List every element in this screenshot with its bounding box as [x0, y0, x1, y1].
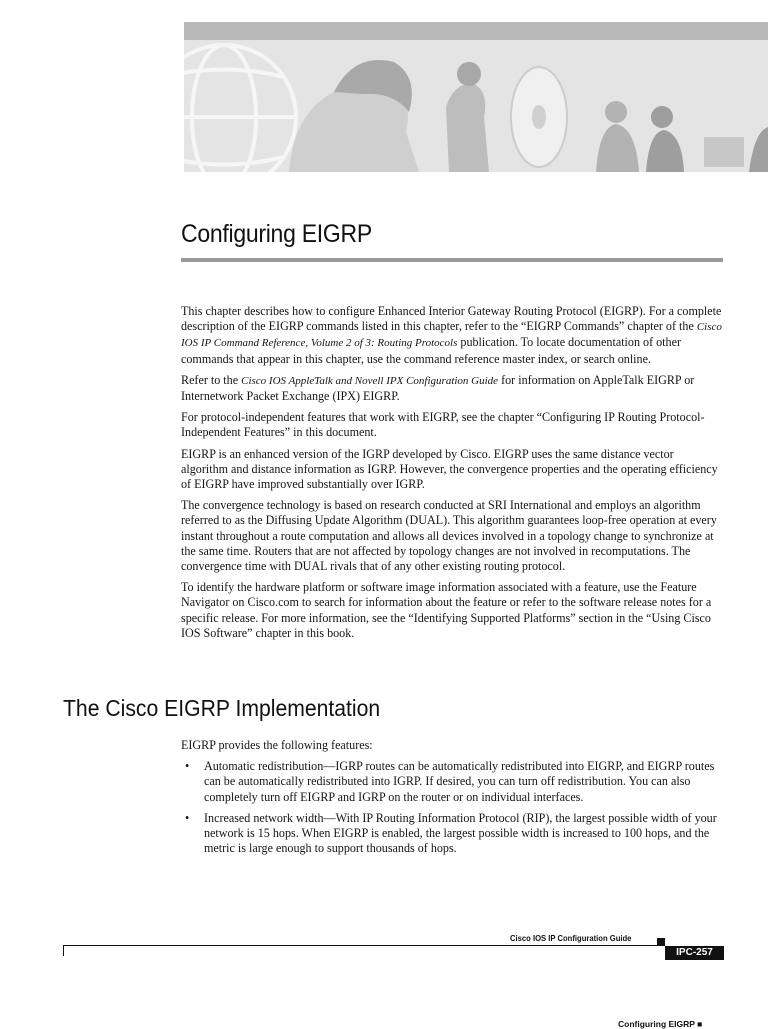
bullet-icon: •: [185, 810, 190, 825]
intro-paragraph: For protocol-independent features that work with EIGRP, see the chapter “Configuring IP Routing Protocol-Independent Features” in this document.: [181, 410, 705, 440]
footer-rule: [63, 945, 663, 946]
features-section: [181, 738, 723, 862]
intro-paragraph: EIGRP is an enhanced version of the IGRP developed by Cisco. EIGRP uses the same distance vector algorithm and distance information as IGRP. However, the convergence properties and the operating efficiency of EIGRP have improved substantially over IGRP.: [181, 446, 718, 492]
section-title: The Cisco EIGRP Implementation: [63, 695, 381, 721]
intro-paragraph: To identify the hardware platform or software image information associated with a feature, use the Feature Navigator on Cisco.com to search for information about the feature or refer to the software release notes for a specific release. For more information, see the “Identifying Supported Platforms” section in the “Using Cisco IOS Software” chapter in this book.: [181, 580, 712, 640]
appletalk-guide-title: Cisco IOS AppleTalk and Novell IPX Configuration Guide: [241, 374, 499, 387]
footer-tick: [63, 945, 64, 956]
intro-paragraph: This chapter describes how to configure Enhanced Interior Gateway Routing Protocol (EIGRP). For a complete description of the EIGRP commands listed in this chapter, refer to the “EIGRP Commands” chapter of the Cisco IOS IP Command Reference, Volume 2 of 3: Routing Protocols publication. To locate documentation of other commands that appear in this chapter, use the command reference master index, or search online.: [181, 304, 722, 366]
features-list: [181, 759, 723, 856]
features-lead: EIGRP provides the following features:: [181, 738, 373, 752]
command-reference-title: Cisco IOS IP Command Reference, Volume 2 of 3: Routing Protocols: [181, 321, 722, 350]
bullet-icon: •: [185, 759, 190, 774]
title-rule: [181, 258, 723, 262]
banner-illustration: [184, 22, 768, 172]
intro-paragraph: The convergence technology is based on research conducted at SRI International and employs an algorithm referred to as the Diffusing Update Algorithm (DUAL). This algorithm guarantees loop-free operation at every instant throughout a route computation and allows all devices involved in a topology change to synchronize at the same time. Routers that are not affected by topology changes are not involved in recomputations. The convergence time with DUAL rivals that of any other existing routing protocol.: [181, 498, 717, 574]
footer-guide-title: Cisco IOS IP Configuration Guide: [510, 933, 632, 943]
next-page-header: Configuring EIGRP ■: [618, 1019, 703, 1029]
chapter-title: Configuring EIGRP: [181, 220, 372, 248]
list-item: • Increased network width—With IP Routing Information Protocol (RIP), the largest possible width of your network is 15 hops. When EIGRP is enabled, the largest possible width is increased to 100 hops, and the metric is large enough to support thousands of hops.: [185, 810, 717, 856]
cd-disc-icon: [511, 67, 567, 167]
chapter-banner: [184, 22, 768, 172]
intro-paragraph: Refer to the Cisco IOS AppleTalk and Novell IPX Configuration Guide for information on AppleTalk EIGRP or Internetwork Packet Exchange (IPX) EIGRP.: [181, 372, 695, 404]
intro-text: [181, 304, 723, 647]
page-number-badge: IPC-257: [665, 946, 724, 960]
list-item: • Automatic redistribution—IGRP routes can be automatically redistributed into EIGRP, and EIGRP routes can be automatically redistributed into IGRP. If desired, you can turn off redistribution. You can also completely turn off EIGRP and IGRP on the router or on individual interfaces.: [185, 759, 715, 804]
